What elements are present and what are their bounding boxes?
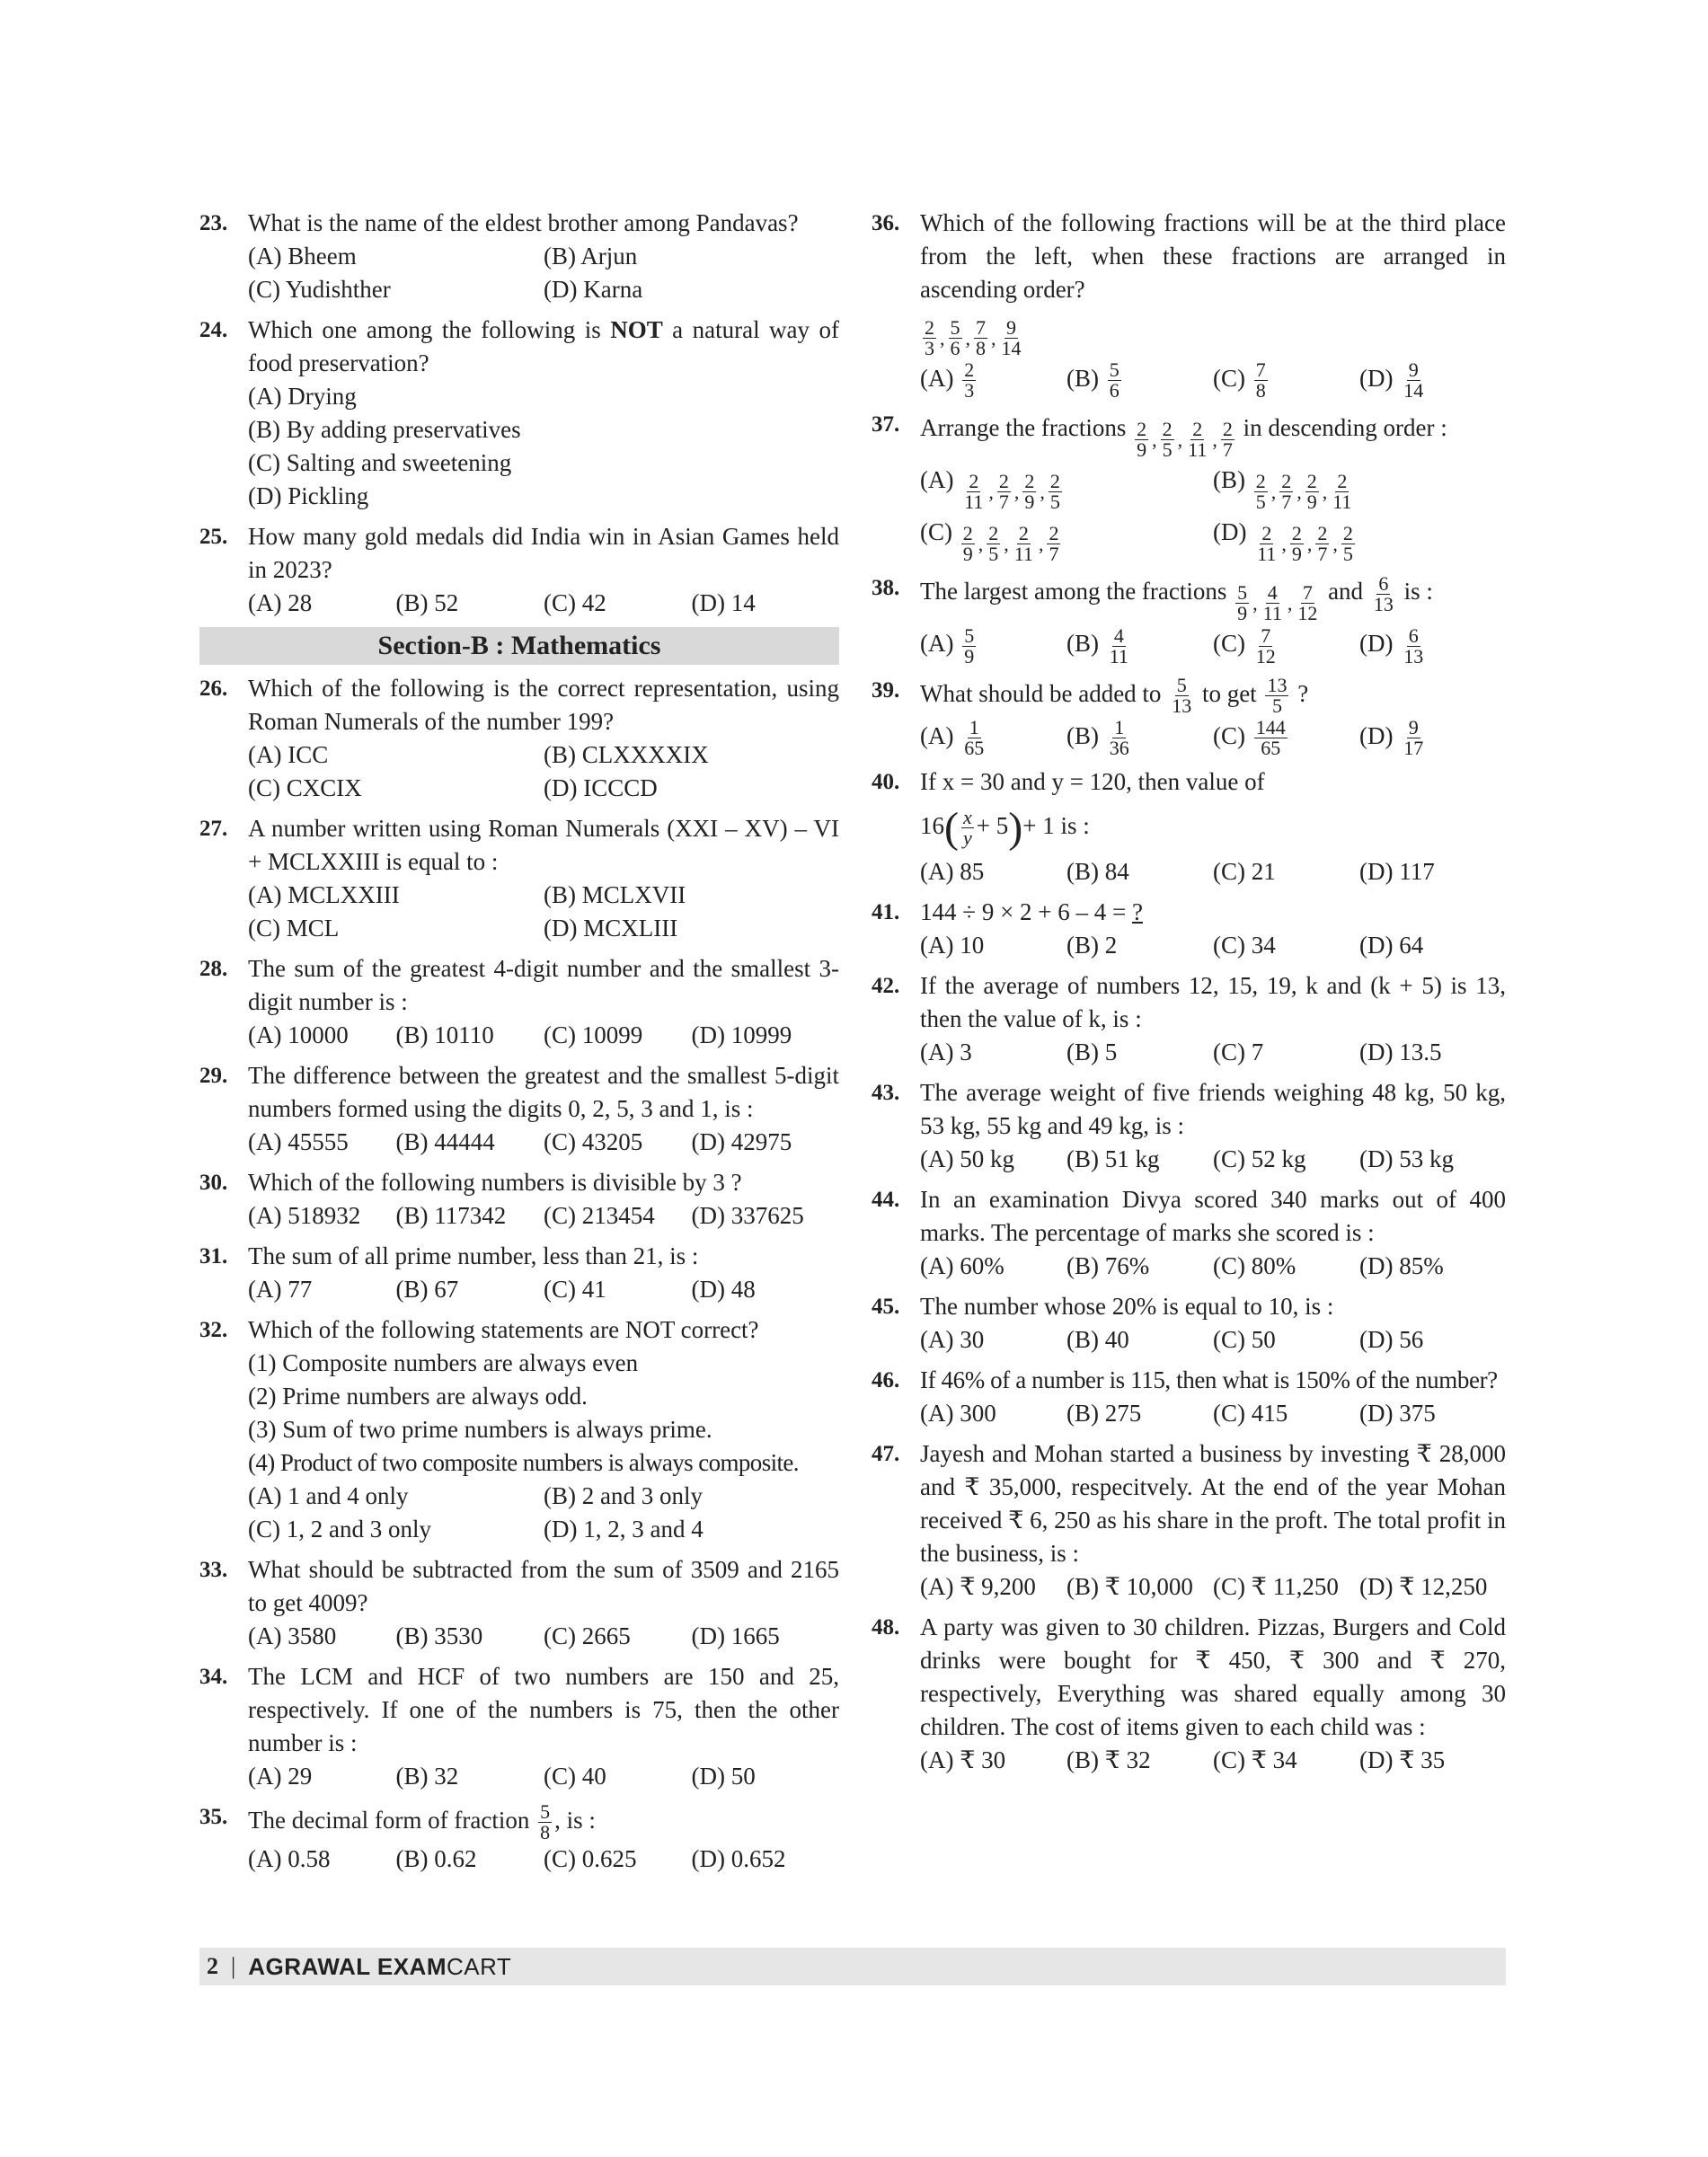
- option-a: (A) Drying: [248, 383, 357, 410]
- option-d: (D) 14: [691, 589, 756, 616]
- question-number: 38.: [872, 576, 900, 601]
- option-b: (B) ₹ 32: [1066, 1746, 1151, 1773]
- option-b: (B) 84: [1066, 857, 1129, 885]
- option-d: (D) $\frac{9}{17}$: [1359, 716, 1424, 760]
- question-text: If the average of numbers 12, 15, 19, k and (k + 5) is 13, then the value of k, is :: [920, 971, 1506, 1032]
- question-number: 47.: [872, 1441, 900, 1466]
- option-b: (B) 51 kg: [1066, 1145, 1160, 1172]
- question-36: [872, 207, 1506, 401]
- question-26: [199, 672, 839, 805]
- option-a: (A) 30: [920, 1325, 985, 1353]
- statement-2: (2) Prime numbers are always odd.: [248, 1383, 588, 1410]
- question-number: 23.: [199, 211, 228, 235]
- question-34: [199, 1660, 839, 1793]
- question-text: Which of the following is the correct representation, using Roman Numerals of the number 199?: [248, 675, 839, 735]
- question-text: The sum of all prime number, less than 21, is :: [248, 1242, 699, 1269]
- option-a: (A) MCLXXIII: [248, 881, 400, 908]
- option-d: (D) 337625: [691, 1202, 804, 1229]
- question-number: 43.: [872, 1080, 900, 1105]
- question-32: [199, 1313, 839, 1546]
- question-number: 44.: [872, 1187, 900, 1212]
- question-text: The average weight of five friends weighing 48 kg, 50 kg, 53 kg, 55 kg and 49 kg, is :: [920, 1078, 1506, 1139]
- question-text: Which of the following statements are NOT correct?: [248, 1316, 759, 1343]
- question-text: What should be added to $\frac{5}{13}$ to get $\frac{13}{5}$ ?: [920, 673, 1309, 717]
- option-d: (D) ICCCD: [544, 774, 658, 801]
- page-footer: [199, 1948, 1506, 1985]
- option-b: (B) 44444: [395, 1128, 495, 1155]
- option-d: (D) 56: [1359, 1325, 1424, 1353]
- option-d: (D) 64: [1359, 931, 1424, 959]
- question-number: 48.: [872, 1614, 900, 1640]
- question-46: [872, 1364, 1506, 1430]
- option-b: (B) $\frac{1}{36}$: [1066, 716, 1129, 760]
- option-c: (C) 41: [544, 1276, 606, 1303]
- option-c: (C) 40: [544, 1763, 606, 1790]
- question-text: The largest among the fractions $\frac{5}{9}$ , $\frac{4}{11}$ , $\frac{7}{12}$ and $\frac{6}{13}$ is :: [920, 571, 1433, 625]
- question-text: Which of the following fractions will be at the third place from the left, when these fractions are arranged in ascending order?: [920, 209, 1506, 303]
- fraction-list: $\frac{2}{3}$ , $\frac{5}{6}$ , $\frac{7}{8}$ , $\frac{9}{14}$: [925, 316, 1022, 359]
- section-heading: Section-B : Mathematics: [199, 627, 839, 665]
- option-d: (D) $\frac{2}{11}$ , $\frac{2}{9}$ , $\frac{2}{7}$ , $\frac{2}{5}$: [1213, 518, 1353, 566]
- option-b: (B) By adding preservatives: [248, 416, 521, 443]
- option-d: (D) $\frac{6}{13}$: [1359, 623, 1424, 667]
- option-b: (B) $\frac{5}{6}$: [1066, 358, 1119, 402]
- statement-4: (4) Product of two composite numbers is always composite.: [248, 1449, 799, 1476]
- option-c: (C) 21: [1213, 857, 1276, 885]
- option-d: (D) ₹ 12,250: [1359, 1572, 1488, 1600]
- option-a: (A) 3580: [248, 1622, 337, 1649]
- option-b: (B) 40: [1066, 1325, 1129, 1353]
- brand-logo: AGRAWAL EXAMCART: [248, 1952, 512, 1980]
- option-b: (B) 32: [395, 1763, 459, 1790]
- question-27: [199, 812, 839, 945]
- option-d: (D) 10999: [691, 1021, 792, 1048]
- question-text: The sum of the greatest 4-digit number and the smallest 3-digit number is :: [248, 955, 839, 1015]
- question-38: [872, 571, 1506, 666]
- option-b: (B) 275: [1066, 1399, 1142, 1427]
- question-number: 27.: [199, 817, 228, 841]
- option-a: (A) 1 and 4 only: [248, 1482, 409, 1509]
- option-b: (B) 52: [395, 589, 459, 616]
- option-b: (B) 0.62: [395, 1845, 477, 1873]
- question-number: 39.: [872, 677, 900, 703]
- fraction: $\frac{5}{8}$: [540, 1800, 551, 1844]
- option-b: (B) 2: [1066, 931, 1118, 959]
- option-b: (B) Arjun: [544, 243, 638, 270]
- question-number: 41.: [872, 899, 900, 924]
- option-c: (C) 80%: [1213, 1251, 1296, 1279]
- option-d: (D) 48: [691, 1276, 756, 1303]
- option-a: (A) $\frac{5}{9}$: [920, 623, 975, 667]
- option-a: (A) ₹ 30: [920, 1746, 1006, 1773]
- question-text: In an examination Divya scored 340 marks out of 400 marks. The percentage of marks she scored is :: [920, 1185, 1506, 1246]
- option-c: (C) $\frac{7}{8}$: [1213, 358, 1266, 402]
- option-b: (B) $\frac{4}{11}$: [1066, 623, 1128, 667]
- question-text: The decimal form of fraction $\frac{5}{8}$ , is :: [248, 1800, 596, 1844]
- option-b: (B) 2 and 3 only: [544, 1482, 703, 1509]
- statement-3: (3) Sum of two prime numbers is always prime.: [248, 1416, 712, 1443]
- question-number: 36.: [872, 211, 900, 235]
- option-a: (A) 60%: [920, 1251, 1004, 1279]
- question-text: If 46% of a number is 115, then what is 150% of the number?: [920, 1366, 1498, 1393]
- question-43: [872, 1076, 1506, 1176]
- option-c: (C) 7: [1213, 1038, 1264, 1065]
- question-29: [199, 1059, 839, 1159]
- option-c: (C) $\frac{144}{65}$: [1213, 716, 1286, 760]
- question-44: [872, 1183, 1506, 1283]
- question-number: 28.: [199, 957, 228, 981]
- question-number: 25.: [199, 525, 228, 549]
- option-a: (A) $\frac{2}{11}$ , $\frac{2}{7}$ , $\frac{2}{9}$ , $\frac{2}{5}$: [920, 466, 1060, 514]
- question-number: 32.: [199, 1318, 228, 1342]
- question-30: [199, 1166, 839, 1233]
- question-text: What is the name of the eldest brother among Pandavas?: [248, 209, 799, 236]
- option-c: (C) 0.625: [544, 1845, 637, 1873]
- option-b: (B) 5: [1066, 1038, 1118, 1065]
- question-text: Which one among the following is NOT a natural way of food preservation?: [248, 316, 839, 376]
- option-a: (A) 0.58: [248, 1845, 331, 1873]
- option-c: (C) 1, 2 and 3 only: [248, 1516, 431, 1543]
- option-a: (A) $\frac{2}{3}$: [920, 358, 975, 402]
- question-28: [199, 952, 839, 1052]
- question-23: [199, 207, 839, 306]
- question-number: 29.: [199, 1064, 228, 1088]
- option-c: (C) ₹ 34: [1213, 1746, 1297, 1773]
- option-a: (A) 85: [920, 857, 985, 885]
- option-a: (A) 518932: [248, 1202, 361, 1229]
- option-c: (C) 2665: [544, 1622, 631, 1649]
- question-text: The LCM and HCF of two numbers are 150 and 25, respectively. If one of the numbers is 75, then the other number is :: [248, 1663, 839, 1756]
- option-d: (D) 117: [1359, 857, 1435, 885]
- option-c: (C) 10099: [544, 1021, 643, 1048]
- option-a: (A) ₹ 9,200: [920, 1572, 1036, 1600]
- question-25: [199, 520, 839, 620]
- option-c: (C) 213454: [544, 1202, 655, 1229]
- option-b: (B) CLXXXXIX: [544, 741, 709, 768]
- option-d: (D) Pickling: [248, 482, 369, 509]
- question-40: [872, 765, 1506, 888]
- option-d: (D) MCXLIII: [544, 915, 678, 941]
- option-c: (C) $\frac{7}{12}$: [1213, 623, 1276, 667]
- question-text: The difference between the greatest and the smallest 5-digit numbers formed using the digits 0, 2, 5, 3 and 1, is :: [248, 1062, 839, 1122]
- option-d: (D) ₹ 35: [1359, 1746, 1446, 1773]
- option-b: (B) 10110: [395, 1021, 494, 1048]
- option-a: (A) 3: [920, 1038, 972, 1065]
- question-39: [872, 674, 1506, 759]
- question-text: Jayesh and Mohan started a business by investing ₹ 28,000 and ₹ 35,000, respecitvely. At the end of the year Mohan received ₹ 6, 250 as his share in the proft. The total profit in the business, is :: [920, 1439, 1506, 1567]
- question-number: 34.: [199, 1665, 228, 1689]
- question-number: 37.: [872, 412, 900, 438]
- option-a: (A) 10000: [248, 1021, 349, 1048]
- question-text: A party was given to 30 children. Pizzas, Burgers and Cold drinks were bought for ₹ 450, ₹ 300 and ₹ 270, respectively, Everything was shared equally among 30 children. The cost of items given to each child was :: [920, 1613, 1506, 1740]
- left-column: [199, 207, 839, 1883]
- question-number: 26.: [199, 676, 228, 701]
- option-d: (D) $\frac{9}{14}$: [1359, 358, 1424, 402]
- option-a: (A) 28: [248, 589, 313, 616]
- question-42: [872, 969, 1506, 1069]
- option-c: (C) $\frac{2}{9}$ , $\frac{2}{5}$ , $\frac{2}{11}$ , $\frac{2}{7}$: [920, 518, 1059, 566]
- option-c: (C) 52 kg: [1213, 1145, 1306, 1172]
- option-d: (D) 42975: [691, 1128, 792, 1155]
- right-column: [872, 207, 1506, 1784]
- option-a: (A) 45555: [248, 1128, 349, 1155]
- question-47: [872, 1437, 1506, 1604]
- question-31: [199, 1240, 839, 1306]
- question-number: 35.: [199, 1805, 228, 1829]
- option-a: (A) 50 kg: [920, 1145, 1014, 1172]
- option-a: (A) ICC: [248, 741, 329, 768]
- page-number: 2: [207, 1953, 218, 1979]
- option-b: (B) ₹ 10,000: [1066, 1572, 1193, 1600]
- option-d: (D) 0.652: [691, 1845, 786, 1873]
- option-d: (D) 1, 2, 3 and 4: [544, 1516, 704, 1543]
- option-b: (B) 67: [395, 1276, 459, 1303]
- option-a: (A) Bheem: [248, 243, 357, 270]
- option-b: (B) 3530: [395, 1622, 483, 1649]
- option-c: (C) 34: [1213, 931, 1276, 959]
- question-text: Which of the following numbers is divisible by 3 ?: [248, 1169, 742, 1196]
- option-a: (A) 10: [920, 931, 985, 959]
- option-b: (B) MCLXVII: [544, 881, 686, 908]
- option-c: (C) 43205: [544, 1128, 643, 1155]
- option-c: (C) Yudishther: [248, 276, 391, 303]
- question-text: If x = 30 and y = 120, then value of: [920, 768, 1265, 796]
- option-c: (C) 42: [544, 589, 606, 616]
- option-b: (B) $\frac{2}{5}$ , $\frac{2}{7}$ , $\frac{2}{9}$ , $\frac{2}{11}$: [1213, 466, 1352, 514]
- option-a: (A) $\frac{1}{65}$: [920, 716, 985, 760]
- option-a: (A) 300: [920, 1399, 996, 1427]
- footer-separator: |: [231, 1953, 236, 1979]
- option-c: (C) Salting and sweetening: [248, 449, 512, 476]
- option-c: (C) MCL: [248, 915, 340, 941]
- question-number: 42.: [872, 973, 900, 998]
- question-24: [199, 314, 839, 513]
- question-48: [872, 1611, 1506, 1777]
- question-text: Arrange the fractions $\frac{2}{9}$ , $\frac{2}{5}$ , $\frac{2}{11}$ , $\frac{2}{7}$ in descending order :: [920, 414, 1447, 462]
- question-number: 46.: [872, 1367, 900, 1392]
- question-number: 30.: [199, 1171, 228, 1195]
- option-d: (D) 375: [1359, 1399, 1436, 1427]
- question-37: [872, 408, 1506, 564]
- option-c: (C) CXCIX: [248, 774, 362, 801]
- question-number: 45.: [872, 1294, 900, 1319]
- question-number: 40.: [872, 770, 900, 795]
- option-a: (A) 77: [248, 1276, 313, 1303]
- question-number: 24.: [199, 318, 228, 342]
- question-text: How many gold medals did India win in Asian Games held in 2023?: [248, 523, 839, 583]
- option-d: (D) 50: [691, 1763, 756, 1790]
- option-c: (C) 415: [1213, 1399, 1288, 1427]
- option-d: (D) 53 kg: [1359, 1145, 1454, 1172]
- question-41: [872, 896, 1506, 962]
- question-text: A number written using Roman Numerals (XXI – XV) – VI + MCLXXIII is equal to :: [248, 815, 839, 875]
- option-d: (D) Karna: [544, 276, 643, 303]
- question-35: [199, 1800, 839, 1876]
- question-number: 33.: [199, 1558, 228, 1582]
- option-b: (B) 76%: [1066, 1251, 1150, 1279]
- option-d: (D) 13.5: [1359, 1038, 1442, 1065]
- question-33: [199, 1553, 839, 1653]
- option-c: (C) ₹ 11,250: [1213, 1572, 1339, 1600]
- question-text: The number whose 20% is equal to 10, is :: [920, 1292, 1334, 1320]
- question-text: 144 ÷ 9 × 2 + 6 – 4 = ?: [920, 897, 1143, 925]
- option-a: (A) 29: [248, 1763, 313, 1790]
- question-45: [872, 1290, 1506, 1357]
- option-c: (C) 50: [1213, 1325, 1276, 1353]
- option-d: (D) 1665: [691, 1622, 780, 1649]
- statement-1: (1) Composite numbers are always even: [248, 1349, 639, 1376]
- question-text: What should be subtracted from the sum of 3509 and 2165 to get 4009?: [248, 1556, 839, 1616]
- question-number: 31.: [199, 1244, 228, 1269]
- option-d: (D) 85%: [1359, 1251, 1444, 1279]
- option-b: (B) 117342: [395, 1202, 507, 1229]
- expression: 16( $\frac{x}{y}$ + 5)+ 1 is :: [920, 803, 1090, 852]
